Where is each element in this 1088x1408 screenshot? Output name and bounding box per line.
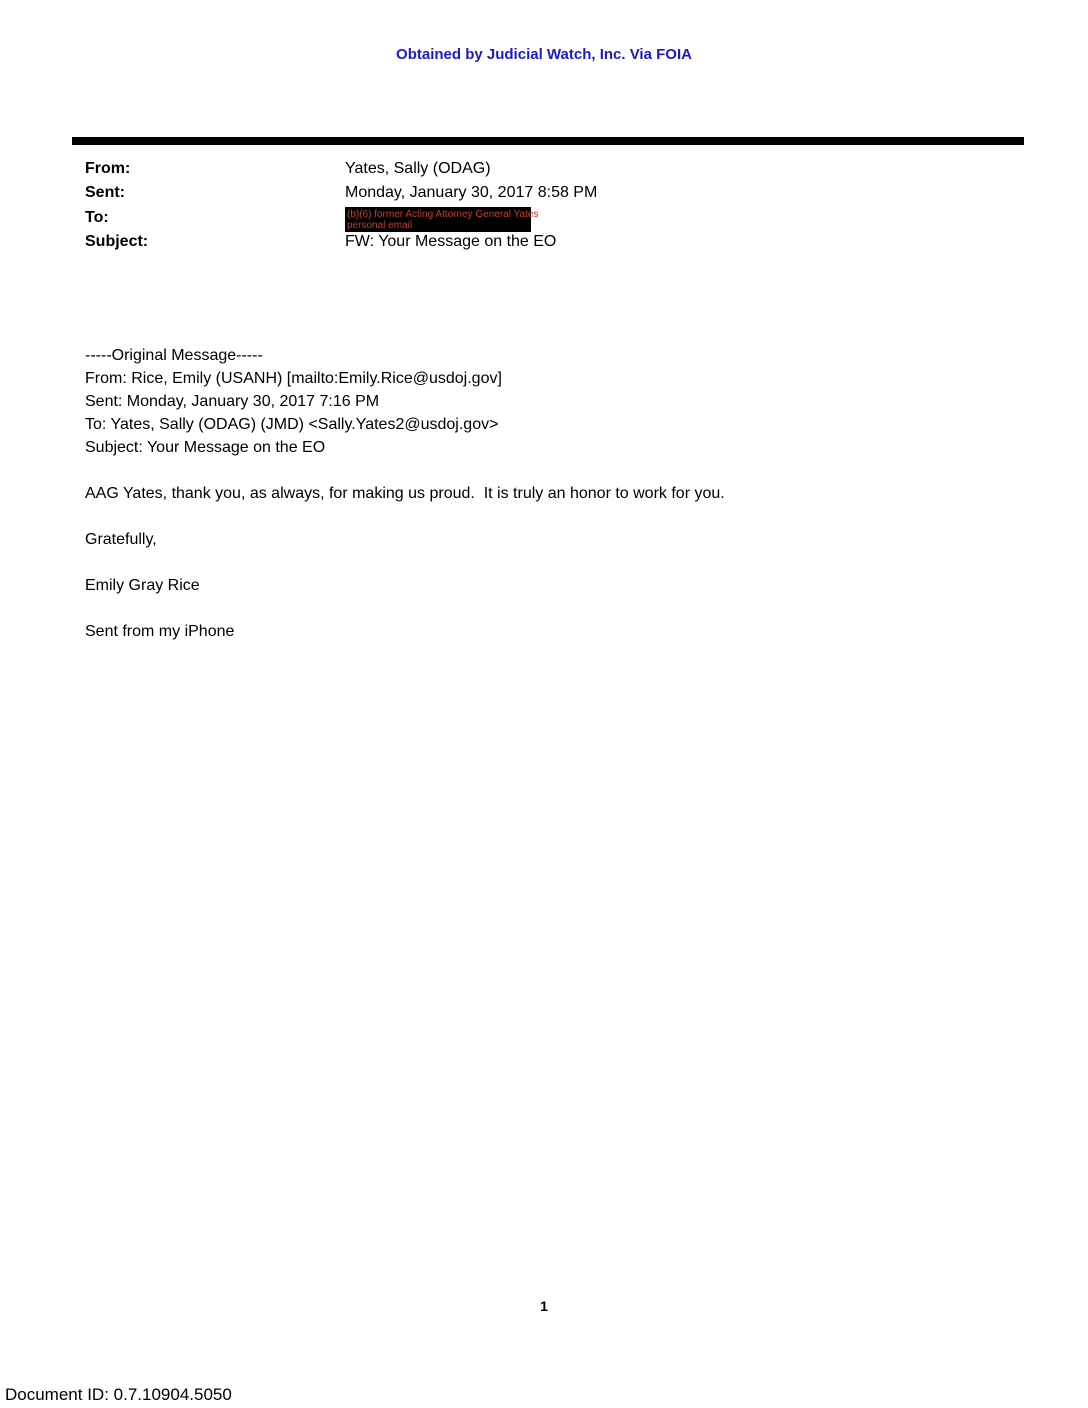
foia-banner: Obtained by Judicial Watch, Inc. Via FOIA (396, 46, 692, 63)
header-row-from (85, 160, 491, 178)
subject-label: Subject: (85, 233, 149, 250)
signature-name: Emily Gray Rice (85, 577, 200, 594)
blank-line (85, 505, 1028, 528)
header-row-sent (85, 184, 597, 202)
quote-from-line: From: Rice, Emily (USANH) [mailto:Emily.Rice@usdoj.gov] (85, 370, 502, 387)
header-row-subject (85, 233, 556, 251)
blank-line (85, 597, 1028, 620)
sent-value: Monday, January 30, 2017 8:58 PM (345, 184, 598, 201)
from-label: From: (85, 160, 131, 177)
header-row-to (85, 209, 539, 232)
to-label: To: (85, 209, 109, 226)
from-value: Yates, Sally (ODAG) (345, 160, 491, 177)
document-id: Document ID: 0.7.10904.5050 (5, 1385, 232, 1404)
blank-line (85, 551, 1028, 574)
redaction-text-line2: personal email (347, 220, 413, 231)
quote-to-line: To: Yates, Sally (ODAG) (JMD) <Sally.Yates2@usdoj.gov> (85, 416, 499, 433)
subject-value: FW: Your Message on the EO (345, 233, 557, 250)
quote-subject-line: Subject: Your Message on the EO (85, 439, 326, 456)
quote-sent-line: Sent: Monday, January 30, 2017 7:16 PM (85, 393, 380, 410)
quote-separator-line: -----Original Message----- (85, 347, 263, 364)
sent-label: Sent: (85, 184, 125, 201)
page-number: 1 (540, 1298, 548, 1314)
redaction-text-line1: (b)(6) former Acting Attorney General Yates (347, 209, 539, 220)
closing-line: Gratefully, (85, 531, 157, 548)
redaction-box (345, 207, 539, 232)
body-paragraph: AAG Yates, thank you, as always, for making us proud. It is truly an honor to work for you. (85, 485, 725, 502)
blank-line (85, 459, 1028, 482)
sent-from-iphone-line: Sent from my iPhone (85, 623, 235, 640)
email-body (85, 344, 1028, 643)
header-divider-rule (72, 137, 1024, 145)
